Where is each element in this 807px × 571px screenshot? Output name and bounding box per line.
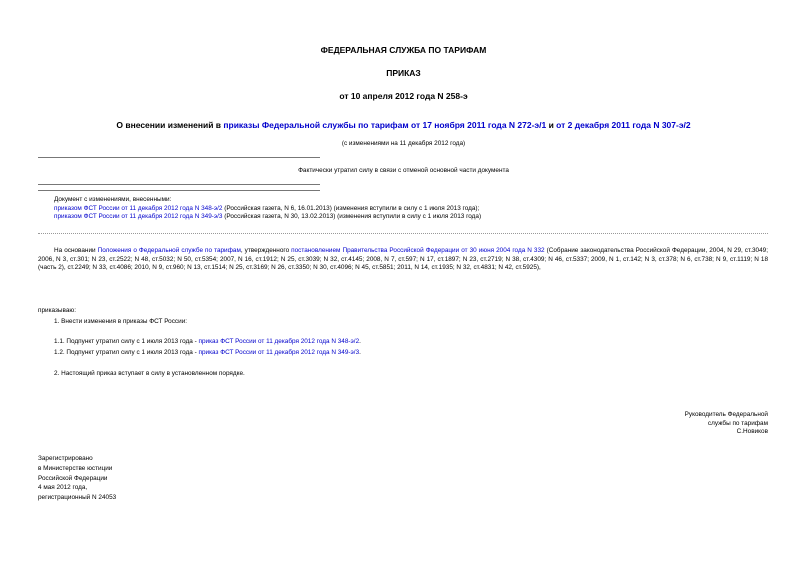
divider: [38, 190, 320, 191]
point-2: 2. Настоящий приказ вступает в силу в установленном порядке.: [54, 370, 245, 377]
divider: [38, 233, 768, 234]
point-1: 1. Внести изменения в приказы ФСТ России:: [54, 318, 188, 325]
basis-paragraph: [38, 247, 768, 273]
signature-name: С.Новиков: [736, 428, 768, 436]
signature-block: [468, 411, 768, 437]
agency-heading: ФЕДЕРАЛЬНАЯ СЛУЖБА ПО ТАРИФАМ: [320, 45, 487, 55]
amendment-link-349[interactable]: приказом ФСТ России от 11 декабря 2012 года N 349-э/3: [54, 213, 223, 221]
basis-link-resolution-332[interactable]: постановлением Правительства Российской Федерации от 30 июня 2004 года N 332: [291, 247, 545, 254]
amendments-block: [54, 196, 774, 222]
revision-note: (с изменениями на 11 декабря 2012 года): [341, 140, 466, 147]
amendment-details: (Российская газета, N 30, 13.02.2013) (изменения вступили в силу с 1 июля 2013 года): [222, 213, 482, 221]
amendment-details: (Российская газета, N 6, 16.01.2013) (изменения вступили в силу с 1 июля 2013 года);: [222, 204, 480, 212]
registration-line: в Министерстве юстиции: [38, 464, 113, 472]
point-1-1-text: 1.1. Подпункт утратил силу с 1 июля 2013 года -: [54, 338, 199, 345]
point-1-2-end: .: [359, 349, 361, 356]
doc-type-heading: ПРИКАЗ: [386, 68, 421, 78]
signature-line: службы по тарифам: [707, 419, 768, 427]
point-1-1-end: .: [359, 338, 361, 345]
amendment-item: [54, 213, 774, 222]
title-middle: и: [546, 120, 557, 130]
amendment-link-348[interactable]: приказом ФСТ России от 11 декабря 2012 года N 348-э/2: [54, 204, 223, 212]
point-1-2: [54, 349, 768, 358]
date-number-heading: от 10 апреля 2012 года N 258-э: [339, 91, 468, 101]
registration-block: [38, 454, 338, 503]
registration-date: 4 мая 2012 года,: [38, 484, 88, 492]
title-link-order-307[interactable]: от 2 декабря 2011 года N 307-э/2: [556, 120, 691, 130]
status-note: Фактически утратил силу в связи с отменой основной части документа: [298, 167, 509, 174]
basis-rest: (Собрание законодательства Российской Федерации, 2004, N 29, ст.3049; 2006, N 3, ст.301; N 23, ст.2522; N 48, ст.5032; N 50, ст.5354; 2007, N 16, ст.1912; N 25, ст.3039; N 32, ст.4145; 2008, N 7, ст.597; N 17, ст.1897; N 23, ст.2719; N 38, ст.4309; N 46, ст.5337; 2009, N 1, ст.142; N 3, ст.378; N 6, ст.738; N 9, ст.1119; N 18 (часть 2), ст.2249; N 33, ст.4086; 2010, N 9, ст.960; N 13, ст.1514; N 25, ст.3169; N 26, ст.3350; N 30, ст.4096; N 45, ст.5851; 2011, N 14, ст.1935; N 32, ст.4831; N 42, ст.5925),: [38, 247, 768, 272]
basis-prefix: На основании: [54, 247, 98, 254]
order-word: приказываю:: [38, 307, 76, 314]
point-1-2-link[interactable]: приказ ФСТ России от 11 декабря 2012 года N 349-э/3: [198, 349, 360, 356]
signature-line: Руководитель Федеральной: [684, 411, 768, 418]
point-1-2-text: 1.2. Подпункт утратил силу с 1 июля 2013 года -: [54, 349, 199, 356]
registration-line: Российской Федерации: [38, 474, 108, 482]
divider: [38, 157, 320, 158]
registration-number: регистрационный N 24053: [38, 494, 117, 502]
title-prefix: О внесении изменений в: [116, 120, 224, 130]
document-title: [0, 120, 807, 130]
title-link-order-272[interactable]: приказы Федеральной службы по тарифам от 17 ноября 2011 года N 272-э/1: [223, 120, 547, 130]
basis-mid: , утвержденного: [240, 247, 292, 254]
basis-link-regulation[interactable]: Положения о Федеральной службе по тарифам: [97, 247, 241, 254]
amendments-heading: Документ с изменениями, внесенными:: [54, 196, 172, 203]
registration-line: Зарегистрировано: [38, 455, 93, 462]
point-1-1: [54, 338, 768, 347]
point-1-1-link[interactable]: приказ ФСТ России от 11 декабря 2012 года N 348-э/2: [198, 338, 360, 345]
amendment-item: [54, 205, 774, 214]
divider: [38, 184, 320, 185]
